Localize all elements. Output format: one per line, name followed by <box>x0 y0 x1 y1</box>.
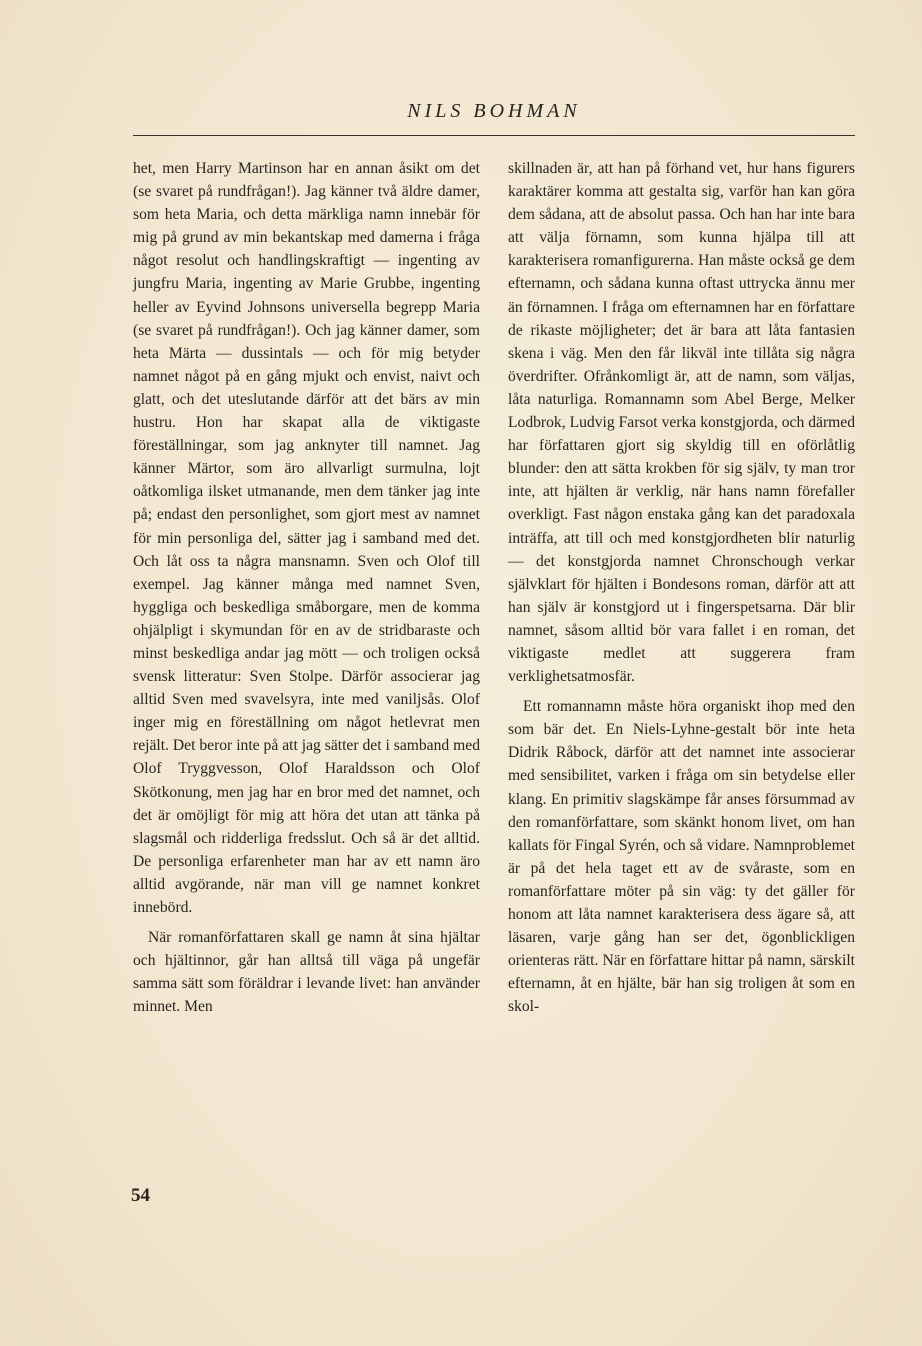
paragraph: Ett romannamn måste höra organiskt ihop med den som bär det. En Niels-Lyhne-gestalt bör inte heta Didrik Råbock, därför att det namnet inte associerar med sensibilitet, varken i fråga om sin betydelse eller klang. En primitiv slagskämpe får anses försummad av den romanförfattare, som skänkt honom livet, om han kallats för Fingal Syrén, och så vidare. Namnproblemet är på det hela taget ett av de svåraste, som en romanförfattare möter på sin väg: ty det gäller för honom att låta namnet karakterisera dess ägare så, att läsaren, varje gång han ser det, ögonblickligen orienteras rätt. När en författare hittar på namn, särskilt efternamn, åt en hjälte, bär han sig troligen åt som en skol- <box>508 698 855 1016</box>
page-number: 54 <box>131 1185 150 1206</box>
header-rule <box>133 135 855 136</box>
left-column <box>133 157 480 1018</box>
running-header: NILS BOHMAN <box>407 100 581 122</box>
paragraph: skillnaden är, att han på förhand vet, hur hans figurers karaktärer komma att gestalta sig, varför han kan göra dem sådana, att de absolut passa. Och han har inte bara att välja förnamn, som kunna hjälpa till att karakterisera romanfigurerna. Han måste också ge dem efternamn, och sådana kunna oftast uttrycka ännu mer än förnamnen. I fråga om efternamnen har en författare de rikaste möjligheter; det är bara att låta fantasien skena i väg. Men den får likväl inte tillåta sig några överdrifter. Ofrånkomligt är, att de namn, som väljas, låta naturliga. Romannamn som Abel Berge, Melker Lodbrok, Ludvig Farsot verka konstgjorda, och därmed har författaren gjort sig skyldig till en oförlåtlig blunder: den att sätta krokben för sig själv, ty man tror inte, att hjälten är verklig, när hans namn förefaller overkligt. Fast någon enstaka gång kan det paradoxala inträffa, att till och med konstgjordheten blir naturlig — det konstgjorda namnet Chronschough verkar självklart för hjälten i Bondesons roman, därför att att han själv är konstgjord ut i fingerspetsarna. Där blir namnet, såsom alltid bör vara fallet i en roman, det viktigaste medlet att suggerera fram verklighetsatmosfär. <box>508 160 855 686</box>
right-column <box>508 157 855 1018</box>
paragraph: När romanförfattaren skall ge namn åt sina hjältar och hjältinnor, går han alltså till väga på ungefär samma sätt som föräldrar i levande livet: han använder minnet. Men <box>133 929 480 1016</box>
paragraph: het, men Harry Martinson har en annan åsikt om det (se svaret på rundfrågan!). Jag känner två äldre damer, som heta Maria, och detta märkliga namn innebär för mig på grund av min bekantskap med damerna i fråga något resolut och handlingskraftigt — ingenting av jungfru Maria, ingenting av Marie Grubbe, ingenting heller av Eyvind Johnsons universella begrepp Maria (se svaret på rundfrågan!). Och jag känner damer, som heta Märta — dussintals — och för mig betyder namnet något på en gång mjukt och envist, naivt och glatt, och det uteslutande därför att det bärs av min hustru. Hon har skapat alla de viktigaste föreställningar, som jag anknyter till namnet. Jag känner Märtor, som äro allvarligt surmulna, lojt oåtkomliga ilsket utmanande, men dem tänker jag inte på; endast den personlighet, som gjort mest av namnet för min personliga del, sätter jag i samband med det. Och låt oss ta några mansnamn. Sven och Olof till exempel. Jag känner många med namnet Sven, hyggliga och beskedliga småborgare, men de komma ohjälpligt i skymundan för en av de stridbaraste och minst beskedliga andar jag mött — och troligen också svensk litteratur: Sven Stolpe. Därför associerar jag alltid Sven med svavelsyra, inte med vaniljsås. Olof inger mig en föreställning om något hetlevrat men rejält. Det beror inte på att jag sätter det i samband med Olof Tryggvesson, Olof Haraldsson och Olof Skötkonung, men jag har en bror med det namnet, och det är omöjligt för mig att höra det utan att tänka på slagsmål och ridderliga fredsslut. Och så är det alltid. De personliga erfarenheter man har av ett namn äro alltid avgörande, när man vill ge namnet konkret innebörd. <box>133 160 480 916</box>
